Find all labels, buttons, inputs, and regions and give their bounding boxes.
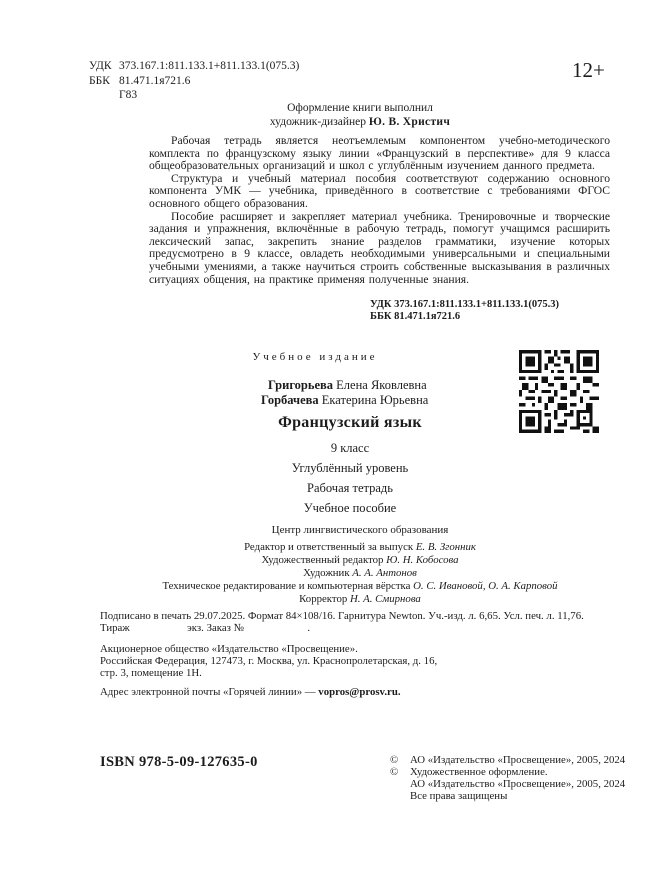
annotation [149, 135, 610, 286]
hotline-email-line [100, 686, 437, 698]
author-surname: Горбачева [261, 393, 319, 407]
copyright-text: АО «Издательство «Просвещение», 2005, 2024 [410, 778, 626, 790]
annotation-paragraph: Рабочая тетрадь является неотъемлемым компонентом учебно-методического комплекта по французскому языку линии «Французский в перспективе» для 9 класса общеобразовательных организаций и школ с углублённым изучением данного предмета. [149, 134, 610, 173]
credit-line [150, 567, 570, 580]
bbk-row [89, 74, 299, 89]
credit-line [150, 541, 570, 554]
publisher-address-1: Российская Федерация, 127473, г. Москва, ул. Краснопролетарская, д. 16, [100, 655, 438, 667]
credit-name: Ю. Н. Кобосова [386, 554, 459, 566]
annotation-paragraph: Пособие расширяет и закрепляет материал учебника. Тренировочные и творческие задания и упражнения, включённые в рабочую тетрадь, помогут учащимся расширить лексический запас, закрепить знание разделов грамматики, изучение которых предусмотрено в 9 классе, овладеть необходимыми универсальными и специальными учебными умениями, а также научиться строить собственные высказывания в различных ситуациях общения, на практике применяя полученные знания. [149, 209, 610, 286]
credit-role: Художник [303, 567, 350, 579]
publisher-info [100, 643, 437, 698]
book-type: Рабочая тетрадь [307, 481, 393, 495]
circulation-line [100, 622, 584, 634]
credit-role: Корректор [299, 593, 348, 605]
order-end: . [307, 622, 311, 634]
designer-line1: Оформление книги выполнил [287, 102, 433, 114]
edition-type: Учебное издание [252, 351, 378, 363]
author-mark: Г83 [119, 89, 138, 101]
bbk-value: 81.471.1я721.6 [119, 74, 191, 87]
publisher-address-2: стр. 3, помещение 1Н. [100, 667, 202, 679]
designer-credit [170, 101, 550, 129]
copies-order-label: экз. Заказ № [187, 622, 244, 634]
copyright-line [390, 754, 625, 766]
bbk-label: ББК [89, 74, 110, 87]
age-rating: 12+ [572, 58, 605, 82]
author-given-name: Екатерина Юрьевна [321, 393, 429, 407]
credit-name: О. С. Ивановой, О. А. Карповой [413, 580, 558, 592]
email-label: Адрес электронной почты «Горячей линии» — [100, 686, 316, 698]
credit-name: А. А. Антонов [352, 567, 417, 579]
designer-line2 [170, 115, 550, 129]
annotation-paragraph: Структура и учебный материал пособия соответствуют содержанию основного компонента УМК — учебника, приведённого в соответствие с требованиями ФГОС основного общего образования. [149, 171, 610, 210]
credit-role: Художественный редактор [261, 554, 384, 566]
publishing-center: Центр лингвистического образования [271, 524, 449, 536]
book-info [200, 438, 500, 518]
circulation-label: Тираж [100, 622, 130, 634]
book-grade: 9 класс [330, 441, 370, 455]
udk-label: УДК [89, 60, 112, 72]
qr-code-icon [519, 350, 599, 433]
hotline-email: vopros@prosv.ru. [318, 686, 401, 698]
copyright-line [390, 766, 625, 778]
credit-role: Редактор и ответственный за выпуск [244, 541, 414, 553]
author [230, 393, 510, 408]
credit-line [150, 593, 570, 606]
rights-reserved: Все права защищены [410, 790, 508, 802]
credits [150, 541, 570, 606]
copyright-text: АО «Издательство «Просвещение», 2005, 2024 [410, 754, 626, 766]
book-category: Учебное пособие [303, 501, 397, 515]
annotation-bbk: ББК 81.471.1я721.6 [370, 311, 461, 322]
copyright-icon: © [390, 754, 399, 766]
udk-row [89, 59, 299, 74]
copyright-block [390, 754, 625, 802]
copyright-text: Художественное оформление. [410, 766, 548, 778]
publisher-name: Акционерное общество «Издательство «Просвещение». [100, 643, 358, 655]
book-level: Углублённый уровень [291, 461, 409, 475]
designer-name: Ю. В. Христич [368, 116, 451, 128]
classification-block [89, 59, 299, 103]
annotation-udk: УДК 373.167.1:811.133.1+811.133.1(075.3) [370, 299, 560, 310]
copyright-icon: © [390, 766, 399, 778]
credit-name: Н. А. Смирнова [349, 593, 421, 605]
isbn: ISBN 978-5-09-127635-0 [100, 754, 258, 770]
author-surname: Григорьева [268, 378, 334, 392]
credit-name: Е. В. Згонник [415, 541, 476, 553]
designer-role: художник-дизайнер [269, 116, 367, 128]
author-given-name: Елена Яковлевна [336, 378, 427, 392]
print-specs: Подписано в печать 29.07.2025. Формат 84×108/16. Гарнитура Newton. Уч.-изд. л. 6,65. Усл. печ. л. 11,76. [100, 610, 584, 622]
book-title: Французский язык [278, 414, 422, 431]
annotation-classification [370, 299, 610, 323]
udk-value: 373.167.1:811.133.1+811.133.1(075.3) [119, 60, 300, 72]
author [230, 378, 510, 393]
credit-line [150, 580, 570, 593]
credit-role: Техническое редактирование и компьютерная вёрстка [162, 580, 411, 592]
authors [230, 378, 510, 408]
credit-line [150, 554, 570, 567]
print-info [100, 610, 584, 634]
